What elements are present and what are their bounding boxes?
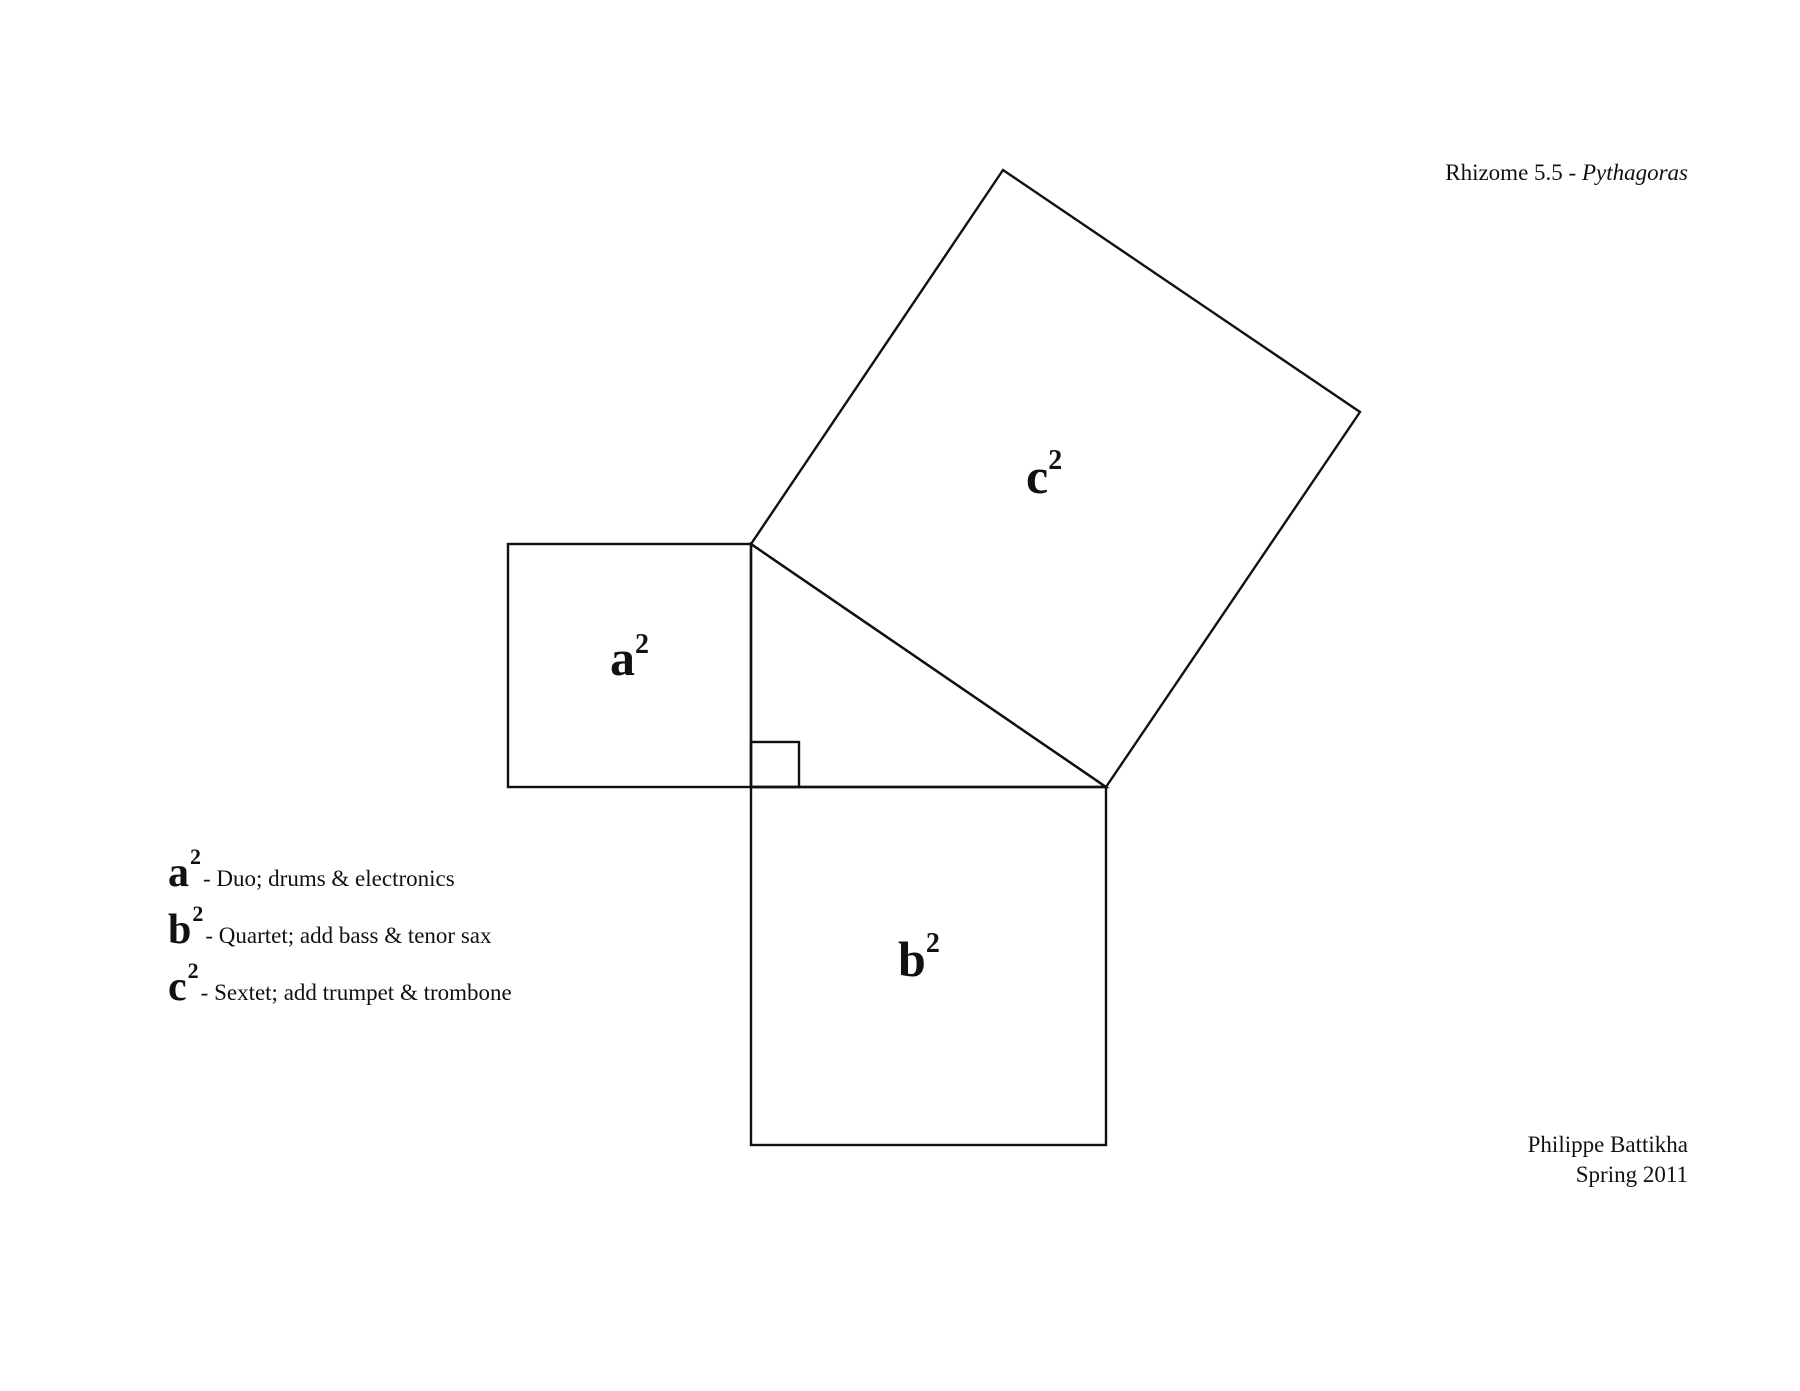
square-b-label: b2 — [898, 928, 940, 987]
legend-symbol: a — [168, 850, 189, 896]
right-triangle — [751, 544, 1106, 787]
legend-text: - Sextet; add trumpet & trombone — [200, 980, 512, 1005]
legend-exponent: 2 — [187, 958, 199, 983]
right-angle-marker — [751, 742, 799, 787]
square-c — [751, 170, 1360, 787]
credits — [1420, 1130, 1688, 1190]
date: Spring 2011 — [1575, 1162, 1688, 1187]
legend-exponent: 2 — [192, 901, 204, 926]
legend-symbol: c — [168, 964, 187, 1010]
square-a-label: a2 — [610, 629, 649, 686]
square-b — [751, 787, 1106, 1145]
legend-symbol: b — [168, 907, 192, 953]
square-c-label: c2 — [1026, 445, 1063, 504]
page-title — [1380, 160, 1688, 186]
title-prefix: Rhizome 5.5 - — [1445, 160, 1582, 185]
legend-text: - Duo; drums & electronics — [203, 866, 455, 891]
legend — [168, 844, 512, 1023]
legend-text: - Quartet; add bass & tenor sax — [205, 923, 492, 948]
legend-item — [168, 958, 512, 1023]
author-name: Philippe Battikha — [1527, 1132, 1688, 1157]
legend-item — [168, 901, 512, 966]
legend-item — [168, 844, 512, 909]
title-work: Pythagoras — [1581, 160, 1688, 185]
legend-exponent: 2 — [190, 844, 201, 869]
